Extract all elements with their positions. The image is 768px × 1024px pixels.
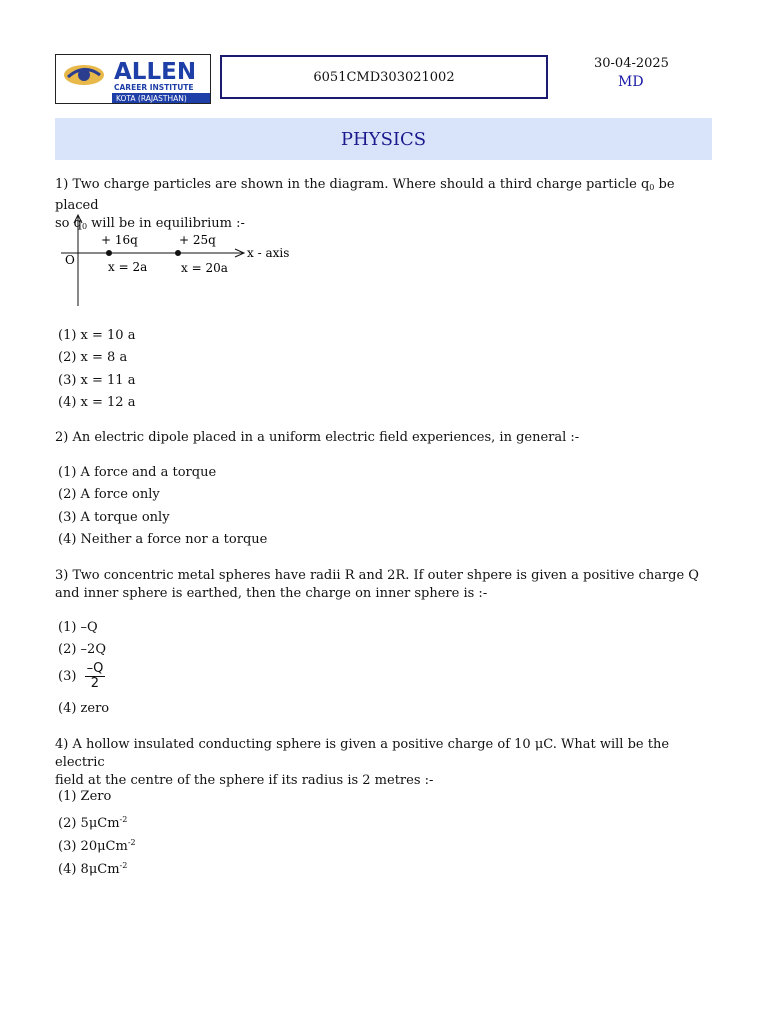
subject-banner — [55, 118, 712, 160]
q1-option-4[interactable]: (4) x = 12 a — [58, 395, 136, 410]
paper-code-box — [220, 55, 548, 99]
question-2-text: 2) An electric dipole placed in a uniform electric field experiences, in general :- — [55, 430, 580, 445]
origin-label: O — [65, 253, 75, 267]
q3-option-2[interactable]: (2) –2Q — [58, 642, 106, 657]
q4-option-1[interactable]: (1) Zero — [58, 789, 112, 804]
svg-text:CAREER INSTITUTE: CAREER INSTITUTE — [114, 83, 194, 92]
axis-label: x - axis — [247, 246, 290, 260]
q4-option-3[interactable]: (3) 20μCm$^{-2}$ — [58, 838, 136, 854]
charge2-dot — [175, 250, 181, 256]
q1-option-3[interactable]: (3) x = 11 a — [58, 373, 136, 388]
q3-option-1[interactable]: (1) –Q — [58, 620, 98, 635]
q2-option-3[interactable]: (3) A torque only — [58, 510, 170, 525]
paper-code: 6051CMD303021002 — [313, 69, 455, 85]
question-4-text: 4) A hollow insulated conducting sphere is given a positive charge of 10 μC. What will be the electric field at the centre of the sphere if its radius is 2 metres :- — [55, 737, 670, 788]
q2-option-4[interactable]: (4) Neither a force nor a torque — [58, 532, 268, 547]
allen-logo — [55, 54, 211, 104]
q2-option-1[interactable]: (1) A force and a torque — [58, 465, 217, 480]
svg-text:KOTA (RAJASTHAN): KOTA (RAJASTHAN) — [116, 94, 187, 103]
q4-option-2[interactable]: (2) 5μCm$^{-2}$ — [58, 815, 128, 831]
fraction: $\frac{-Q}{2}$ — [86, 661, 104, 691]
charge2-position: x = 20a — [181, 261, 228, 275]
q3-option-4[interactable]: (4) zero — [58, 701, 110, 716]
charge1-dot — [106, 250, 112, 256]
charge2-label: + 25q — [179, 233, 216, 247]
subject-title: PHYSICS — [340, 128, 427, 150]
svg-text:ALLEN: ALLEN — [114, 59, 197, 85]
stream-label: MD — [618, 74, 644, 90]
question-3-text: 3) Two concentric metal spheres have radii R and 2R. If outer shpere is given a positive charge Q and inner sphere is earthed, then the charge on inner sphere is :- — [55, 568, 699, 601]
q2-option-2[interactable]: (2) A force only — [58, 487, 160, 502]
charge1-position: x = 2a — [108, 260, 148, 274]
exam-date: 30-04-2025 — [594, 56, 669, 71]
q1-option-2[interactable]: (2) x = 8 a — [58, 350, 128, 365]
allen-logo-graphic — [56, 55, 211, 104]
q3-option-3[interactable]: (3) $\frac{-Q}{2}$ — [58, 661, 104, 691]
q4-option-4[interactable]: (4) 8μCm$^{-2}$ — [58, 861, 128, 877]
question-1-text: 1) Two charge particles are shown in the diagram. Where should a third charge particle $q_0$ be placed so $q_0$ will be in equilibrium :- — [55, 177, 675, 231]
charge1-label: + 16q — [101, 233, 138, 247]
q1-option-1[interactable]: (1) x = 10 a — [58, 328, 136, 343]
charge-diagram — [55, 214, 305, 313]
